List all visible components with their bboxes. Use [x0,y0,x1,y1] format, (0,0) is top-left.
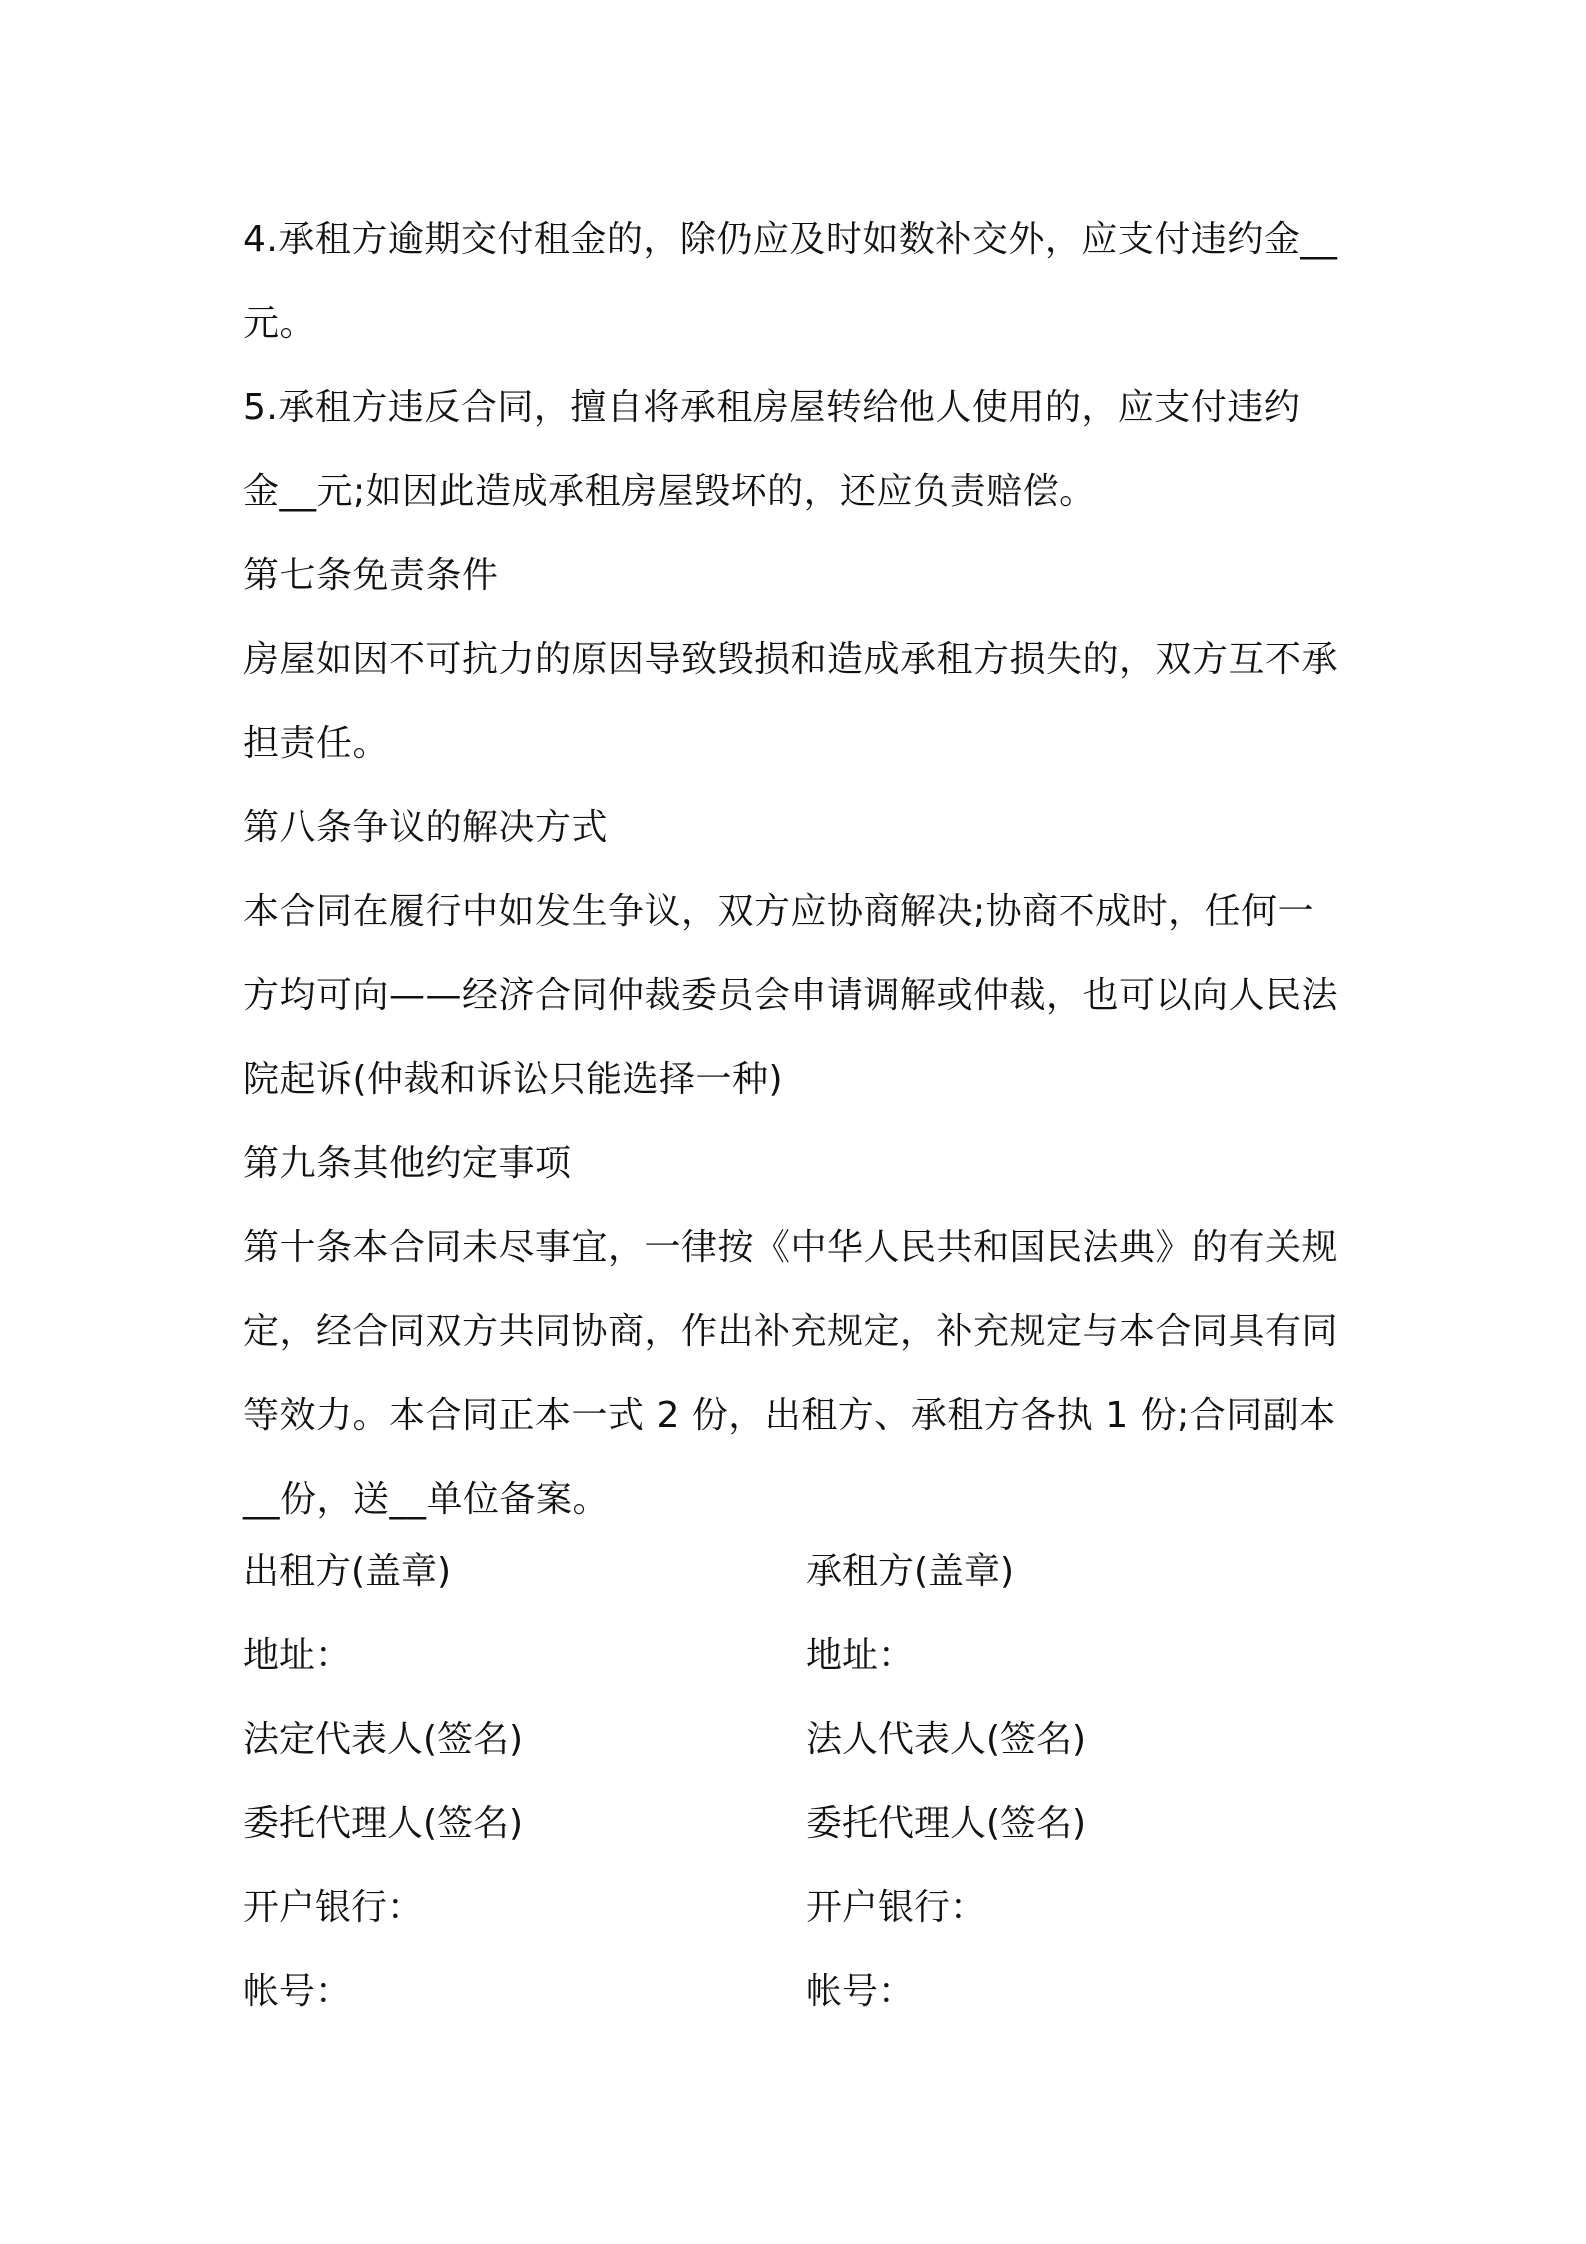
signature-row [243,1866,1363,1950]
signature-row [243,1950,1363,2034]
section-heading: 第八条争议的解决方式 [243,807,609,848]
section-heading: 第七条免责条件 [243,555,499,596]
lessor-legal-rep-label: 法定代表人(签名) [243,1719,524,1760]
clause-line: 等效力。本合同正本一式 2 份，出租方、承租方各执 1 份;合同副本 [243,1395,1336,1436]
clause-line: 房屋如因不可抗力的原因导致毁损和造成承租方损失的，双方互不承 [243,639,1339,680]
lessor-bank-label: 开户银行： [243,1887,424,1928]
signature-row [243,1782,1363,1866]
signature-row [243,1698,1363,1782]
lessee-address-label: 地址： [806,1635,915,1676]
signature-row [243,1614,1363,1698]
clause-line: 院起诉(仲裁和诉讼只能选择一种) [243,1059,784,1100]
lessee-account-label: 帐号： [806,1971,915,2012]
signature-block [243,1530,1363,2034]
clause-line: 方均可向——经济合同仲裁委员会申请调解或仲裁，也可以向人民法 [243,975,1339,1016]
clause-line: 5.承租方违反合同，擅自将承租房屋转给他人使用的，应支付违约 [243,387,1301,428]
clause-line: 金__元;如因此造成承租房屋毁坏的，还应负责赔偿。 [243,471,1096,512]
clause-line: __份，送__单位备案。 [243,1479,610,1520]
lessee-agent-label: 委托代理人(签名) [806,1803,1087,1844]
clause-line: 本合同在履行中如发生争议，双方应协商解决;协商不成时，任何一 [243,891,1315,932]
section-heading: 第九条其他约定事项 [243,1143,572,1184]
clause-line: 4.承租方逾期交付租金的，除仍应及时如数补交外，应支付违约金__ [243,219,1338,260]
lessee-seal-label: 承租方(盖章) [806,1551,1015,1592]
signature-row [243,1530,1363,1614]
clause-line: 第十条本合同未尽事宜，一律按《中华人民共和国民法典》的有关规 [243,1227,1339,1268]
clause-line: 担责任。 [243,723,390,764]
contract-body [243,198,1363,1542]
lessor-agent-label: 委托代理人(签名) [243,1803,524,1844]
clause-line: 元。 [243,303,317,344]
lessee-bank-label: 开户银行： [806,1887,987,1928]
lessor-address-label: 地址： [243,1635,352,1676]
clause-line: 定，经合同双方共同协商，作出补充规定，补充规定与本合同具有同 [243,1311,1339,1352]
lessor-seal-label: 出租方(盖章) [243,1551,452,1592]
lessor-account-label: 帐号： [243,1971,352,2012]
lessee-legal-rep-label: 法人代表人(签名) [806,1719,1087,1760]
